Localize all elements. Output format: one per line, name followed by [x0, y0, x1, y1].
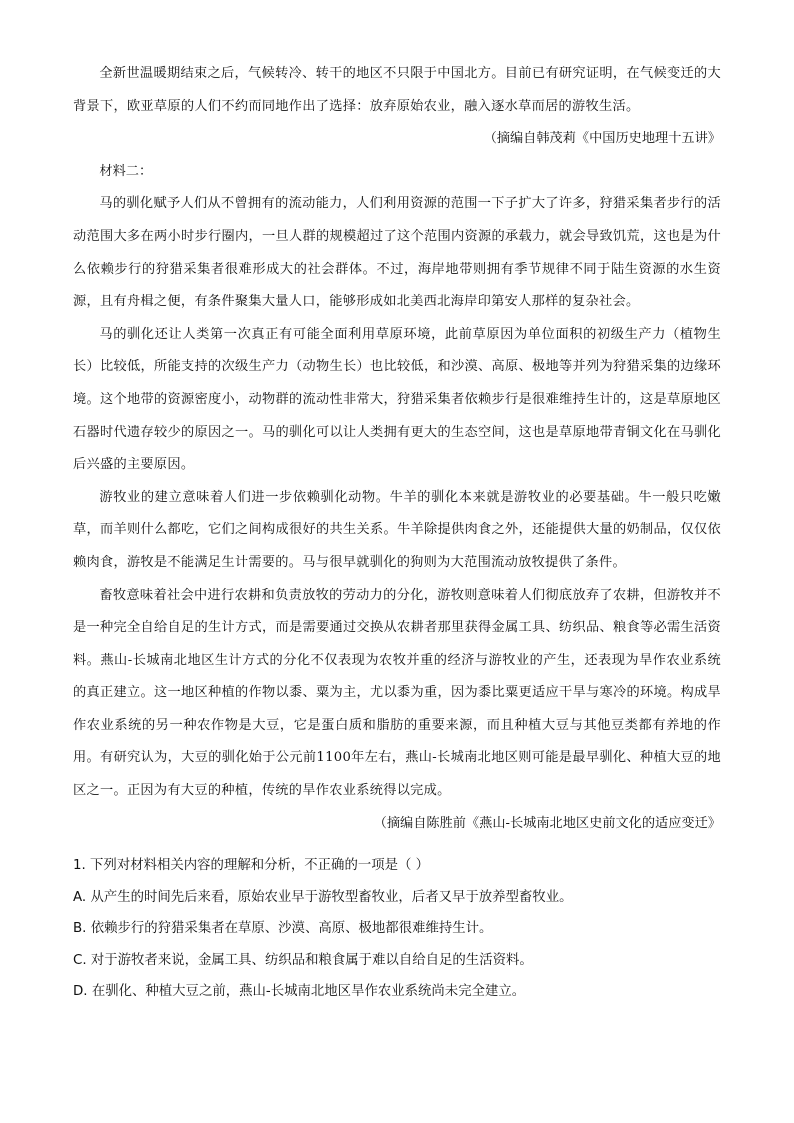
material1-source: （摘编自韩茂莉《中国历史地理十五讲》 [483, 131, 721, 147]
option-c: C. 对于游牧者来说，金属工具、纺织品和粮食属于难以自给自足的生活资料。 [73, 952, 533, 968]
material2-paragraph-2: 马的驯化还让人类第一次真正有可能全面利用草原环境，此前草原因为单位面积的初级生产力（植物生长）比较低，所能支持的次级生产力（动物生长）也比较低，和沙漠、高原、极地等并列为狩猎采集的边缘环境。这个地带的资源密度小，动物群的流动性非常大，狩猎采集者依赖步行是很难维持生计的，这是草原地区石器时代遗存较少的原因之一。马的驯化可以让人类拥有更大的生态空间，这也是草原地带青铜文化在马驯化后兴盛的主要原因。 [73, 326, 721, 473]
option-b: B. 依赖步行的狩猎采集者在草原、沙漠、高原、极地都很难维持生计。 [73, 921, 493, 937]
material1-tail-paragraph: 全新世温暖期结束之后，气候转冷、转干的地区不只限于中国北方。目前已有研究证明，在气候变迁的大背景下，欧亚草原的人们不约而同地作出了选择：放弃原始农业，融入逐水草而居的游牧生活。 [73, 66, 721, 114]
option-a: A. 从产生的时间先后来看，原始农业早于游牧型畜牧业，后者又早于放养型畜牧业。 [73, 889, 573, 905]
material2-paragraph-1: 马的驯化赋予人们从不曾拥有的流动能力，人们利用资源的范围一下子扩大了许多，狩猎采集者步行的活动范围大多在两小时步行圈内，一旦人群的规模超过了这个范围内资源的承载力，就会导致饥荒，这也是为什么依赖步行的狩猎采集者很难形成大的社会群体。不过，海岸地带则拥有季节规律不同于陆生资源的水生资源，且有舟楫之便，有条件聚集大量人口，能够形成如北美西北海岸印第安人那样的复杂社会。 [73, 196, 721, 310]
question-stem: 1. 下列对材料相关内容的理解和分析，不正确的一项是（ ） [73, 858, 430, 874]
material2-source: （摘编自陈胜前《燕山-长城南北地区史前文化的适应变迁》 [373, 815, 721, 831]
material2-heading: 材料二： [99, 163, 153, 179]
question-1 [73, 850, 721, 1008]
option-d: D. 在驯化、种植大豆之前，燕山-长城南北地区旱作农业系统尚未完全建立。 [73, 984, 526, 1000]
material2-paragraph-4: 畜牧意味着社会中进行农耕和负责放牧的劳动力的分化，游牧则意味着人们彻底放弃了农耕，但游牧并不是一种完全自给自足的生计方式，而是需要通过交换从农耕者那里获得金属工具、纺织品、粮食等必需生活资料。燕山-长城南北地区生计方式的分化不仅表现为农牧并重的经济与游牧业的产生，还表现为旱作农业系统的真正建立。这一地区种植的作物以黍、粟为主，尤以黍为重，因为黍比粟更适应干旱与寒冷的环境。构成旱作农业系统的另一种农作物是大豆，它是蛋白质和脂肪的重要来源，而且种植大豆与其他豆类都有养地的作用。有研究认为，大豆的驯化始于公元前1100年左右，燕山-长城南北地区则可能是最早驯化、种植大豆的地区之一。正因为有大豆的种植，传统的旱作农业系统得以完成。 [73, 587, 721, 799]
material2-paragraph-3: 游牧业的建立意味着人们进一步依赖驯化动物。牛羊的驯化本来就是游牧业的必要基础。牛一般只吃嫩草，而羊则什么都吃，它们之间构成很好的共生关系。牛羊除提供肉食之外，还能提供大量的奶制品，仅仅依赖肉食，游牧是不能满足生计需要的。马与很早就驯化的狗则为大范围流动放牧提供了条件。 [73, 489, 721, 570]
document-page [73, 58, 721, 1008]
